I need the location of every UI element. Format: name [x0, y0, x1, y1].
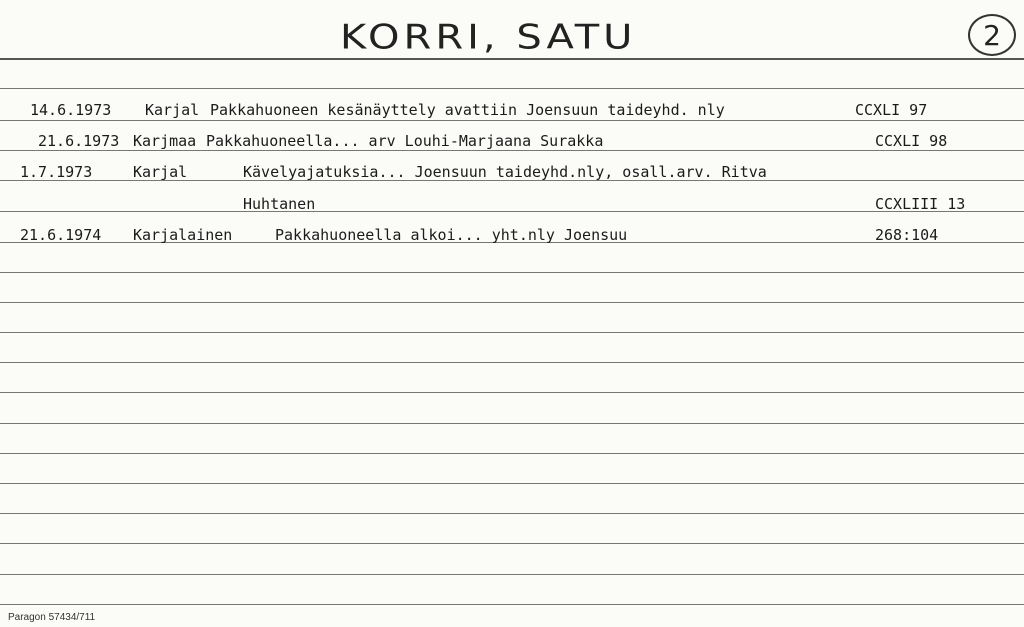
- card-entry: [0, 160, 1024, 184]
- entry-date: 21.6.1974: [20, 226, 102, 244]
- card-number: 2: [983, 18, 1001, 52]
- card-entry-continuation: [0, 192, 1024, 216]
- ruled-line: [0, 362, 1024, 363]
- header-rule: [0, 58, 1024, 60]
- ruled-line: [0, 302, 1024, 303]
- ruled-line: [0, 513, 1024, 514]
- entry-source: Karjalainen: [133, 226, 233, 244]
- entry-ref: CCXLI 98: [875, 132, 948, 150]
- entry-ref: CCXLIII 13: [875, 195, 966, 213]
- entry-date: 21.6.1973: [38, 132, 120, 150]
- entry-text: Pakkahuoneella alkoi... yht.nly Joensuu: [275, 226, 628, 244]
- entry-source: Karjmaa: [133, 132, 197, 150]
- card-entry: [0, 129, 1024, 153]
- printer-imprint: Paragon 57434/711: [8, 612, 96, 623]
- entry-date: 14.6.1973: [30, 101, 112, 119]
- ruled-line: [0, 574, 1024, 575]
- ruled-line: [0, 453, 1024, 454]
- ruled-line: [0, 88, 1024, 89]
- ruled-line: [0, 543, 1024, 544]
- card-heading: KORRI, SATU: [340, 18, 637, 58]
- entry-text: Pakkahuoneen kesänäyttely avattiin Joensuun taideyhd. nly: [210, 101, 725, 119]
- ruled-line: [0, 483, 1024, 484]
- entry-ref: CCXLI 97: [855, 101, 928, 119]
- ruled-line: [0, 392, 1024, 393]
- entry-source: Karjal: [133, 163, 188, 181]
- entry-text: Pakkahuoneella... arv Louhi-Marjaana Surakka: [206, 132, 604, 150]
- ruled-line: [0, 272, 1024, 273]
- entry-text-continuation: Huhtanen: [243, 195, 316, 213]
- card-number-badge: [968, 14, 1016, 56]
- ruled-line: [0, 423, 1024, 424]
- card-entry: [0, 223, 1024, 247]
- ruled-line: [0, 332, 1024, 333]
- entry-source: Karjal: [145, 101, 200, 119]
- ruled-line: [0, 604, 1024, 605]
- entry-ref: 268:104: [875, 226, 939, 244]
- card-entry: [0, 98, 1024, 122]
- entry-text: Kävelyajatuksia... Joensuun taideyhd.nly, osall.arv. Ritva: [243, 163, 767, 181]
- entry-date: 1.7.1973: [20, 163, 93, 181]
